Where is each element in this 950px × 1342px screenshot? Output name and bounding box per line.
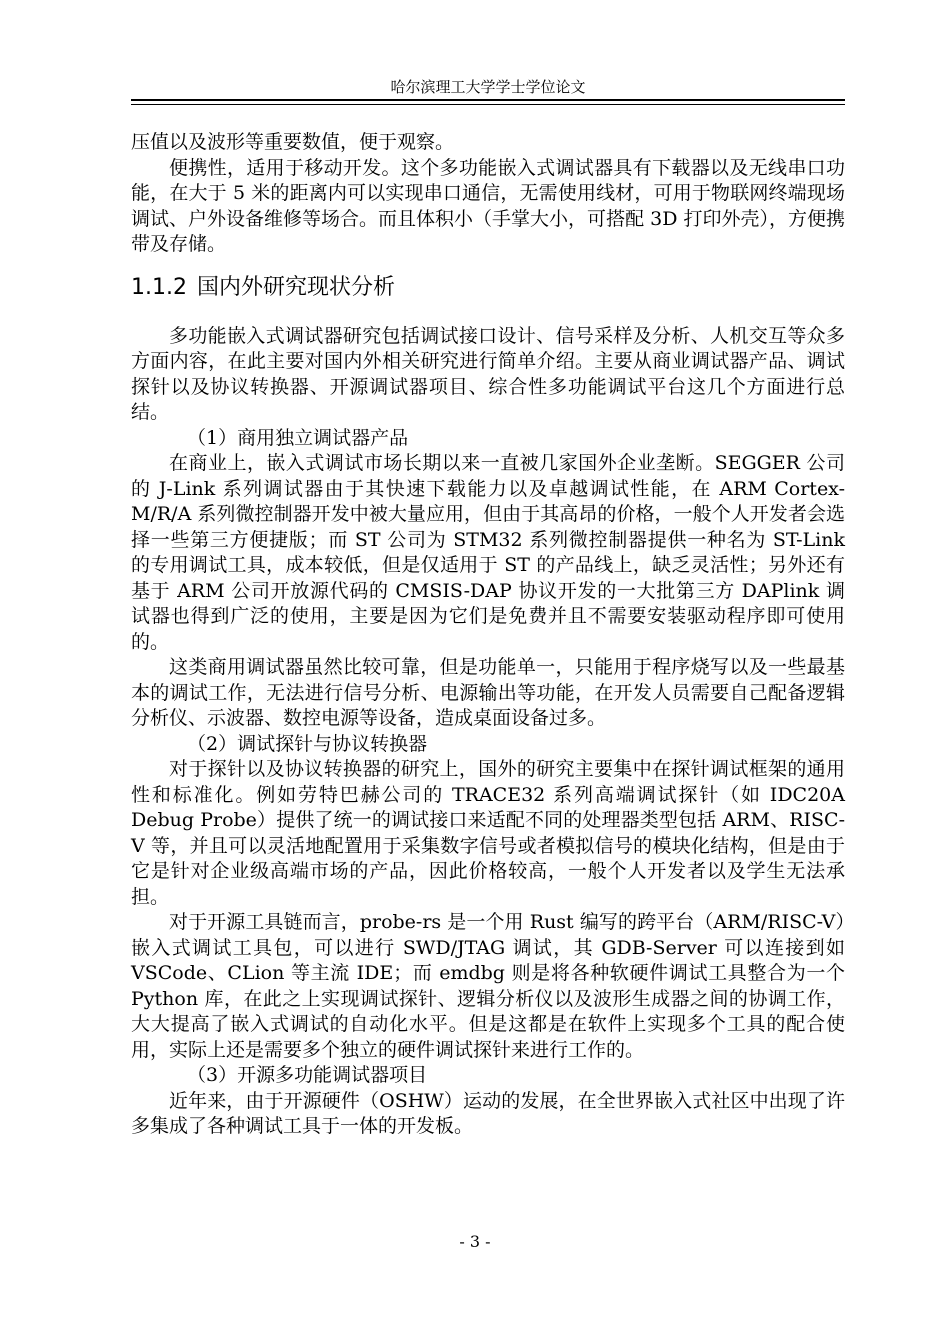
paragraph-portability: 便携性，适用于移动开发。这个多功能嵌入式调试器具有下载器以及无线串口功能，在大于 5 米的距离内可以实现串口通信，无需使用线材，可用于物联网终端现场调试、户外设备维修等场合。而且体积小（手掌大小，可搭配 3D 打印外壳），方便携带及存储。	[131, 156, 845, 255]
section-heading	[131, 272, 845, 304]
page-body	[131, 130, 845, 1140]
paragraph-commercial-limits: 这类商用调试器虽然比较可靠，但是功能单一，只能用于程序烧写以及一些最基本的调试工作，无法进行信号分析、电源输出等功能，在开发人员需要自己配备逻辑分析仪、示波器、数控电源等设备，造成桌面设备过多。	[131, 656, 845, 729]
section-title: 国内外研究现状分析	[196, 274, 395, 300]
subheading-commercial: （1）商用独立调试器产品	[187, 426, 409, 449]
paragraph-commercial: 在商业上，嵌入式调试市场长期以来一直被几家国外企业垄断。SEGGER 公司的 J-Link 系列调试器由于其快速下载能力以及卓越调试性能，在 ARM Cortex-M/R/A 系列微控制器开发中被大量应用，但由于其高昂的价格，一般个人开发者会选择一些第三方便捷版；而 ST 公司为 STM32 系列微控制器提供一种名为 ST-Link 的专用调试工具，成本较低，但是仅适用于 ST 的产品线上，缺乏灵活性；另外还有基于 ARM 公司开放源代码的 CMSIS-DAP 协议开发的一大批第三方 DAPlink 调试器也得到广泛的使用，主要是因为它们是免费并且不需要安装驱动程序即可使用的。	[131, 452, 845, 653]
running-header: 哈尔滨理工大学学士学位论文	[390, 78, 586, 96]
header-rule-thin	[131, 104, 845, 105]
subheading-opensource: （3）开源多功能调试器项目	[187, 1064, 428, 1086]
paragraph-continued: 压值以及波形等重要数值，便于观察。	[131, 131, 455, 153]
paragraph-opensource: 近年来，由于开源硬件（OSHW）运动的发展，在全世界嵌入式社区中出现了许多集成了各种调试工具于一体的开发板。	[131, 1089, 845, 1137]
paragraph-intro: 多功能嵌入式调试器研究包括调试接口设计、信号采样及分析、人机交互等众多方面内容，在此主要对国内外相关研究进行简单介绍。主要从商业调试器产品、调试探针以及协议转换器、开源调试器项目、综合性多功能调试平台这几个方面进行总结。	[131, 324, 845, 423]
header-rule-thick	[131, 99, 845, 101]
section-number: 1.1.2	[131, 274, 187, 300]
paragraph-probes: 对于探针以及协议转换器的研究上，国外的研究主要集中在探针调试框架的通用性和标准化。例如劳特巴赫公司的 TRACE32 系列高端调试探针（如 IDC20A Debug Probe）提供了统一的调试接口来适配不同的处理器类型包括 ARM、RISC-V 等，并且可以灵活地配置用于采集数字信号或者模拟信号的模块化结构，但是由于它是针对企业级高端市场的产品，因此价格较高，一般个人开发者以及学生无法承担。	[131, 758, 845, 908]
paragraph-toolchain: 对于开源工具链而言，probe-rs 是一个用 Rust 编写的跨平台（ARM/RISC-V）嵌入式调试工具包，可以进行 SWD/JTAG 调试，其 GDB-Server 可以连接到如 VSCode、CLion 等主流 IDE；而 emdbg 则是将各种软硬件调试工具整合为一个 Python 库，在此之上实现调试探针、逻辑分析仪以及波形生成器之间的协调工作，大大提高了嵌入式调试的自动化水平。但是这都是在软件上实现多个工具的配合使用，实际上还是需要多个独立的硬件调试探针来进行工作的。	[131, 911, 845, 1061]
subheading-probes: （2）调试探针与协议转换器	[187, 732, 428, 755]
page-number: - 3 -	[459, 1232, 491, 1251]
